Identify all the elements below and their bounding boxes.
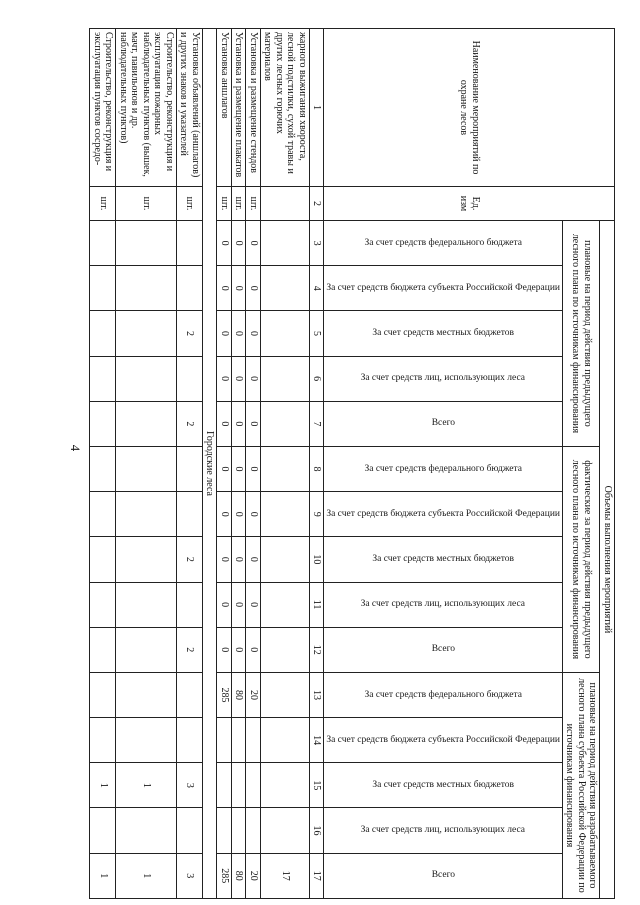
column-number: 4 [309, 266, 324, 311]
value-cell: 2 [176, 311, 202, 356]
sub-header-label: За счет средств лиц, использующих леса [360, 599, 526, 610]
value-cell [260, 221, 309, 266]
sub-header-source-2 [324, 266, 563, 311]
sub-header-label: За счет средств бюджета субъекта Российской Федерации [326, 282, 560, 293]
value-cell [116, 446, 177, 491]
column-number: 11 [309, 582, 324, 627]
value-cell: 0 [217, 221, 232, 266]
value-cell [90, 582, 116, 627]
activity-unit [260, 187, 309, 221]
value-cell: 0 [231, 266, 246, 311]
sub-header-label: Всего [431, 418, 455, 429]
value-cell: 0 [246, 356, 261, 401]
activity-name: Установка аншлагов [217, 29, 232, 187]
table-stage [91, 28, 615, 898]
table-row [246, 29, 261, 899]
value-cell: 0 [231, 401, 246, 446]
value-cell: 0 [217, 627, 232, 672]
value-cell [260, 763, 309, 808]
page-number: 4 [68, 444, 83, 452]
value-cell [116, 401, 177, 446]
value-cell: 0 [231, 582, 246, 627]
value-cell: 1 [90, 763, 116, 808]
value-cell [116, 311, 177, 356]
value-cell [260, 627, 309, 672]
activity-name: жарного выжигания хвороста, лесной подстилки, сухой травы и других лесных горючих материалов [260, 29, 309, 187]
column-number: 14 [309, 718, 324, 763]
value-cell [176, 808, 202, 853]
value-cell: 80 [231, 672, 246, 717]
section-label: Городские леса [202, 29, 217, 899]
activity-unit: шт. [217, 187, 232, 221]
value-cell [260, 266, 309, 311]
activity-name: Установка и размещение стендов [246, 29, 261, 187]
value-cell [116, 627, 177, 672]
sub-header-source-4 [324, 582, 563, 627]
value-cell: 20 [246, 853, 261, 898]
sub-header-label: За счет средств федерального бюджета [364, 689, 522, 700]
value-cell [116, 356, 177, 401]
value-cell [90, 221, 116, 266]
column-number: 3 [309, 221, 324, 266]
sub-header-label: За счет средств федерального бюджета [364, 237, 522, 248]
sub-header-source-1 [324, 446, 563, 491]
table-row [116, 29, 177, 899]
sub-header-source-2 [324, 718, 563, 763]
column-number: 17 [309, 853, 324, 898]
value-cell: 0 [246, 492, 261, 537]
value-cell: 1 [116, 763, 177, 808]
value-cell: 2 [176, 627, 202, 672]
activity-unit: шт. [90, 187, 116, 221]
activity-name: Установка и размещение плакатов [231, 29, 246, 187]
value-cell [176, 718, 202, 763]
column-number-row [309, 29, 324, 899]
sub-header-total [324, 627, 563, 672]
value-cell: 0 [231, 627, 246, 672]
value-cell: 0 [217, 582, 232, 627]
column-number: 12 [309, 627, 324, 672]
value-cell [90, 446, 116, 491]
value-cell: 0 [231, 311, 246, 356]
header-plan-new: плановые на период действия разрабатываемого лесного плана субъекта Российской Федерации по источникам финансирования [563, 672, 601, 898]
value-cell [217, 763, 232, 808]
header-volumes: Объемы выполнения мероприятий [600, 221, 615, 899]
value-cell: 2 [176, 401, 202, 446]
value-cell: 0 [217, 446, 232, 491]
value-cell: 0 [231, 537, 246, 582]
value-cell [246, 763, 261, 808]
value-cell [260, 672, 309, 717]
value-cell: 0 [246, 221, 261, 266]
value-cell: 0 [217, 401, 232, 446]
value-cell: 2 [176, 537, 202, 582]
section-row [202, 29, 217, 899]
column-number: 8 [309, 446, 324, 491]
column-number: 5 [309, 311, 324, 356]
column-number: 13 [309, 672, 324, 717]
value-cell [246, 808, 261, 853]
value-cell [260, 356, 309, 401]
column-number: 9 [309, 492, 324, 537]
table-row [176, 29, 202, 899]
column-number: 2 [309, 187, 324, 221]
value-cell: 1 [90, 853, 116, 898]
value-cell [176, 582, 202, 627]
value-cell: 0 [246, 401, 261, 446]
value-cell [260, 718, 309, 763]
value-cell: 80 [231, 853, 246, 898]
header-plan-prev: плановые на период действия предыдущего лесного плана по источникам финансирования [563, 221, 601, 447]
activity-unit: шт. [246, 187, 261, 221]
value-cell: 0 [217, 537, 232, 582]
value-cell [116, 672, 177, 717]
value-cell [246, 718, 261, 763]
value-cell: 0 [231, 492, 246, 537]
table-row [231, 29, 246, 899]
sub-header-label: За счет средств лиц, использующих леса [360, 373, 526, 384]
value-cell [217, 808, 232, 853]
value-cell [260, 582, 309, 627]
sub-header-label: За счет средств бюджета субъекта Российской Федерации [326, 508, 560, 519]
value-cell [217, 718, 232, 763]
activity-unit: шт. [176, 187, 202, 221]
value-cell [90, 356, 116, 401]
sub-header-label: За счет средств бюджета субъекта Российской Федерации [326, 734, 560, 745]
activity-name: Строительство, реконструкция и эксплуатация пожарных наблюдательных пунктов (вышек, мачт, павильонов и др. наблюдательных пунктов) [116, 29, 177, 187]
value-cell [90, 266, 116, 311]
value-cell [260, 492, 309, 537]
header-unit: Ед. изм [324, 187, 615, 221]
forest-protection-table [89, 28, 615, 899]
sub-header-label: За счет средств местных бюджетов [372, 328, 514, 338]
value-cell: 3 [176, 763, 202, 808]
sub-header-label: За счет средств лиц, использующих леса [360, 825, 526, 836]
value-cell: 0 [217, 266, 232, 311]
value-cell [260, 808, 309, 853]
value-cell: 0 [217, 356, 232, 401]
sub-header-label: За счет средств местных бюджетов [372, 779, 514, 790]
value-cell [116, 492, 177, 537]
value-cell [231, 808, 246, 853]
column-number: 1 [309, 29, 324, 187]
table-row [260, 29, 309, 899]
sub-header-source-3 [324, 537, 563, 582]
value-cell: 285 [217, 672, 232, 717]
sub-header-label: За счет средств федерального бюджета [364, 463, 522, 474]
value-cell [90, 808, 116, 853]
value-cell: 0 [246, 627, 261, 672]
column-number: 7 [309, 401, 324, 446]
table-row [217, 29, 232, 899]
activity-unit: шт. [116, 187, 177, 221]
value-cell [116, 266, 177, 311]
value-cell [231, 763, 246, 808]
sub-header-label: За счет средств местных бюджетов [372, 553, 514, 564]
activity-unit: шт. [231, 187, 246, 221]
activity-name: Строительство, реконструкция и эксплуатация пунктов сосредо- [90, 29, 116, 187]
value-cell [90, 627, 116, 672]
value-cell [176, 492, 202, 537]
sub-header-source-3 [324, 763, 563, 808]
value-cell [90, 401, 116, 446]
value-cell [90, 718, 116, 763]
value-cell [260, 537, 309, 582]
value-cell [176, 221, 202, 266]
value-cell: 0 [217, 311, 232, 356]
table-row [90, 29, 116, 899]
value-cell: 0 [246, 582, 261, 627]
value-cell [260, 311, 309, 356]
value-cell [116, 221, 177, 266]
value-cell: 0 [217, 492, 232, 537]
value-cell: 0 [231, 446, 246, 491]
value-cell [116, 718, 177, 763]
value-cell [90, 492, 116, 537]
value-cell [176, 356, 202, 401]
value-cell [90, 672, 116, 717]
sub-header-source-4 [324, 808, 563, 853]
value-cell: 20 [246, 672, 261, 717]
value-cell [176, 266, 202, 311]
sub-header-source-2 [324, 492, 563, 537]
value-cell: 1 [116, 853, 177, 898]
column-number: 16 [309, 808, 324, 853]
column-number: 10 [309, 537, 324, 582]
header-activity: Наименование мероприятий по охране лесов [324, 29, 615, 187]
sub-header-source-3 [324, 311, 563, 356]
sub-header-label: Всего [431, 870, 455, 881]
value-cell: 3 [176, 853, 202, 898]
column-number: 6 [309, 356, 324, 401]
value-cell [116, 537, 177, 582]
value-cell: 17 [260, 853, 309, 898]
header-fact-prev: фактические за период действия предыдущего лесного плана по источникам финансирования [563, 446, 601, 672]
value-cell [116, 808, 177, 853]
value-cell [176, 446, 202, 491]
value-cell [176, 672, 202, 717]
value-cell [116, 582, 177, 627]
sub-header-total [324, 401, 563, 446]
value-cell: 285 [217, 853, 232, 898]
value-cell [260, 401, 309, 446]
sub-header-source-1 [324, 672, 563, 717]
value-cell: 0 [246, 311, 261, 356]
sub-header-label: Всего [431, 644, 455, 655]
value-cell [90, 537, 116, 582]
activity-name: Установка объявлений (аншлагов) и других знаков и указателей [176, 29, 202, 187]
value-cell: 0 [246, 266, 261, 311]
value-cell [231, 718, 246, 763]
sub-header-source-4 [324, 356, 563, 401]
sub-header-total [324, 853, 563, 898]
value-cell [90, 311, 116, 356]
value-cell: 0 [246, 446, 261, 491]
sub-header-source-1 [324, 221, 563, 266]
value-cell: 0 [246, 537, 261, 582]
value-cell: 0 [231, 356, 246, 401]
column-number: 15 [309, 763, 324, 808]
value-cell [260, 446, 309, 491]
value-cell: 0 [231, 221, 246, 266]
